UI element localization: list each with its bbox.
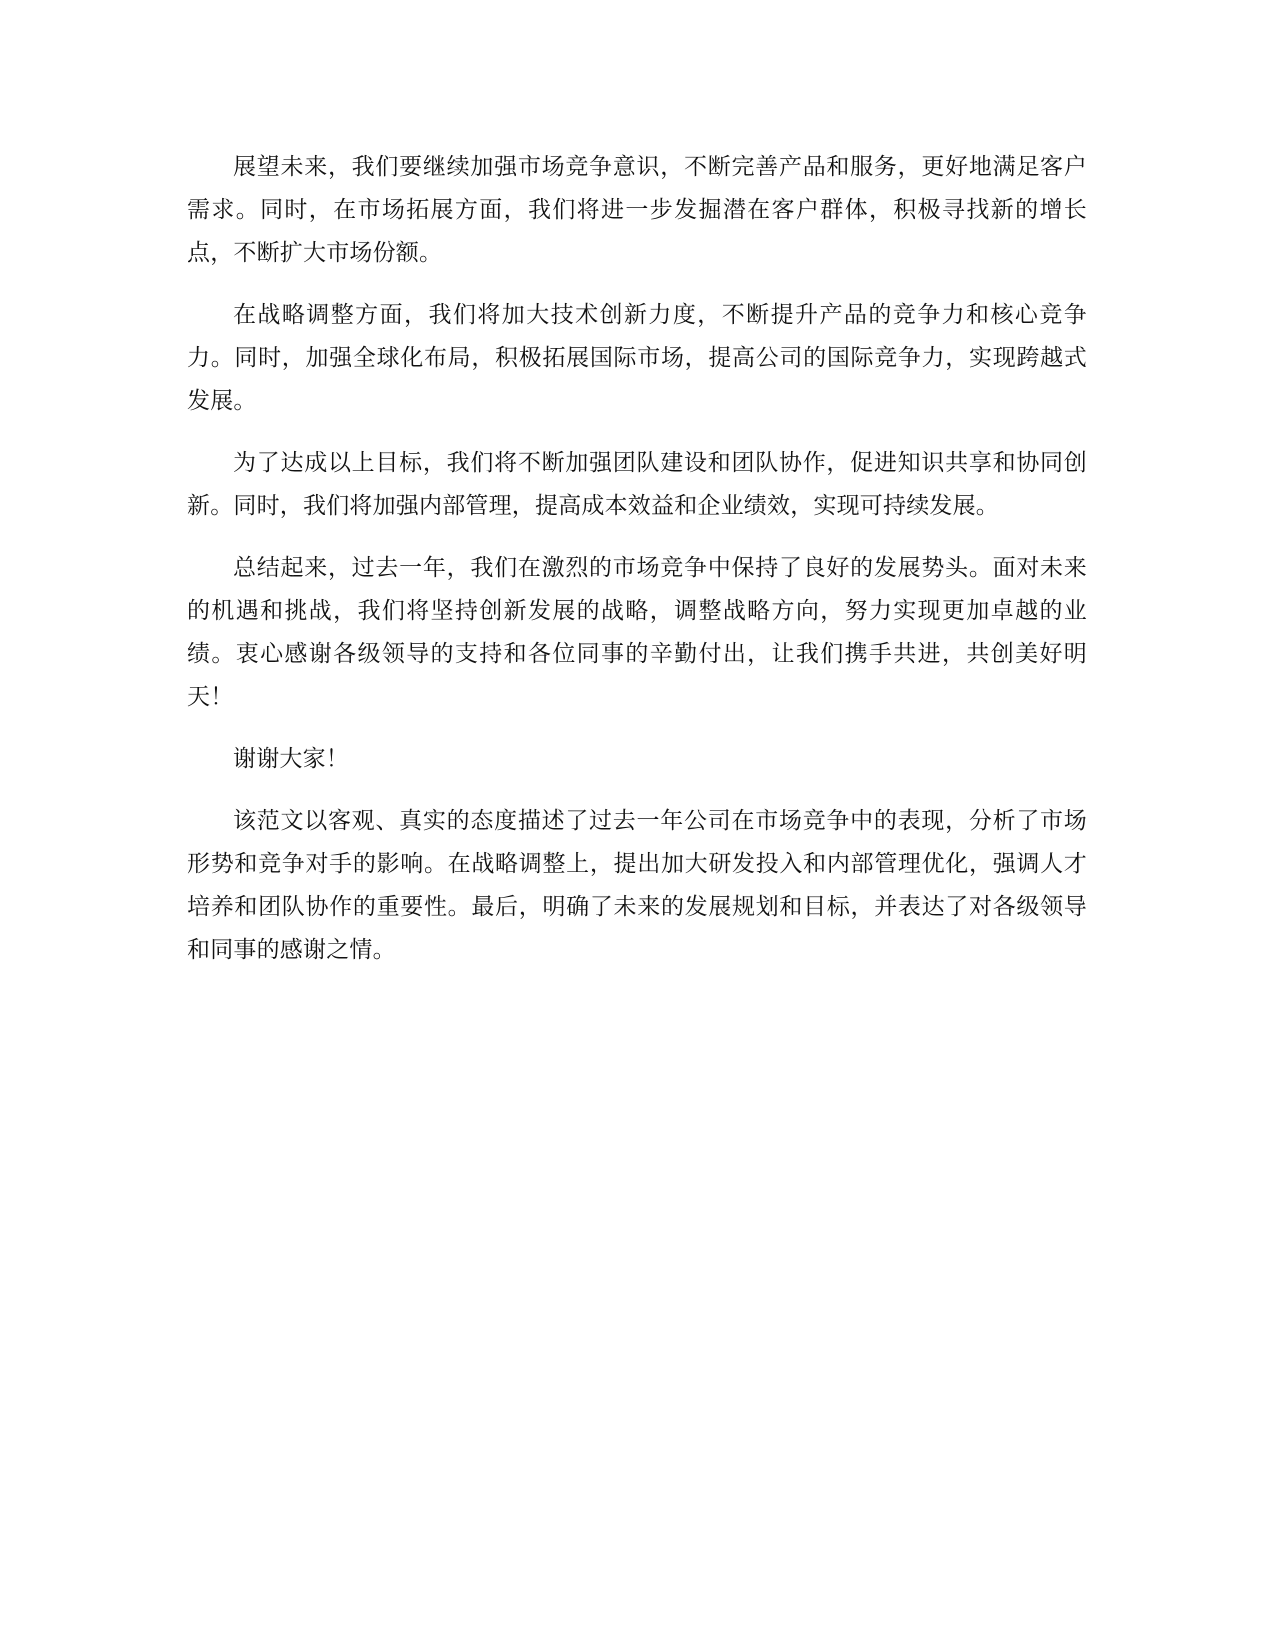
document-body [187,146,1087,991]
paragraph-thanks: 谢谢大家！ [233,746,349,772]
paragraph-goals: 为了达成以上目标，我们将不断加强团队建设和团队协作，促进知识共享和协同创新。同时，我们将加强内部管理，提高成本效益和企业绩效，实现可持续发展。 [187,450,1087,519]
paragraph-strategy-adjustment: 在战略调整方面，我们将加大技术创新力度，不断提升产品的竞争力和核心竞争力。同时，加强全球化布局，积极拓展国际市场，提高公司的国际竞争力，实现跨越式发展。 [187,302,1087,414]
paragraph-future-outlook: 展望未来，我们要继续加强市场竞争意识，不断完善产品和服务，更好地满足客户需求。同时，在市场拓展方面，我们将进一步发掘潜在客户群体，积极寻找新的增长点，不断扩大市场份额。 [187,154,1087,266]
paragraph-summary: 总结起来，过去一年，我们在激烈的市场竞争中保持了良好的发展势头。面对未来的机遇和挑战，我们将坚持创新发展的战略，调整战略方向，努力实现更加卓越的业绩。衷心感谢各级领导的支持和各位同事的辛勤付出，让我们携手共进，共创美好明天！ [187,555,1087,710]
paragraph-commentary: 该范文以客观、真实的态度描述了过去一年公司在市场竞争中的表现，分析了市场形势和竞争对手的影响。在战略调整上，提出加大研发投入和内部管理优化，强调人才培养和团队协作的重要性。最后，明确了未来的发展规划和目标，并表达了对各级领导和同事的感谢之情。 [187,808,1087,963]
